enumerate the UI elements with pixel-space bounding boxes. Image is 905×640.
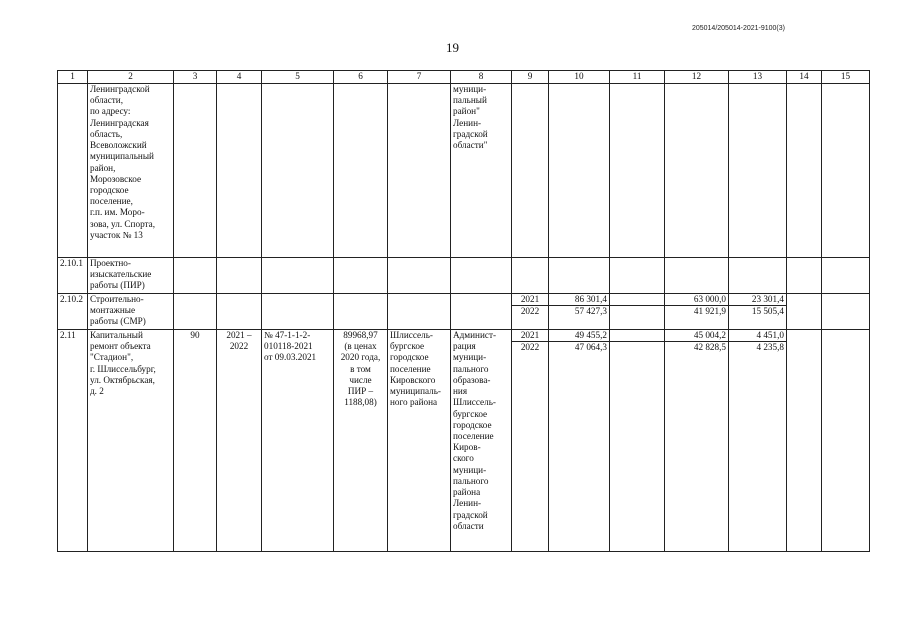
cost-cell: 89968,97 (в ценах 2020 года, в том числе ПИР – 1188,08) [334, 330, 388, 552]
customer-cell: Админист- рация муници- пального образова- ния Шлиссель- бургское городское поселение Киров- ского муници- пального района Ленин- градской области [451, 330, 512, 552]
column-header: 9 [512, 71, 549, 84]
total-value: 86 301,4 [549, 294, 609, 306]
total-value: 47 064,3 [574, 342, 607, 353]
page-number: 19 [446, 40, 459, 55]
year-cell [512, 330, 549, 552]
object-name-cell: Проектно- изыскательские работы (ПИР) [88, 258, 174, 294]
regional-value: 42 828,5 [693, 342, 726, 353]
column-header: 6 [334, 71, 388, 84]
table-row-2-11 [58, 330, 870, 552]
column-header: 12 [665, 71, 729, 84]
column-header: 2 [88, 71, 174, 84]
regional-budget-cell [665, 294, 729, 330]
total-cell [549, 294, 610, 330]
table-row-2-10-2 [58, 294, 870, 330]
period-cell: 2021 – 2022 [217, 330, 262, 552]
local-budget-cell [729, 294, 787, 330]
document-id: 205014/205014-2021-9100(3) [691, 25, 785, 32]
table-row-continuation [58, 84, 870, 258]
column-header: 8 [451, 71, 512, 84]
table-row-2-10-1 [58, 258, 870, 294]
row-number: 2.10.1 [58, 258, 88, 294]
year-cell [512, 294, 549, 330]
municipality-cell: Шлиссель- бургское городское поселение Кировского муниципаль- ного района [388, 330, 451, 552]
regional-value: 45 004,2 [665, 330, 728, 342]
expertise-cell: № 47-1-1-2- 010118-2021 от 09.03.2021 [262, 330, 334, 552]
row-number: 2.10.2 [58, 294, 88, 330]
local-value: 4 451,0 [729, 330, 786, 342]
local-value: 4 235,8 [756, 342, 784, 353]
local-value: 15 505,4 [751, 306, 784, 317]
year-value: 2022 [520, 342, 540, 353]
year-value: 2022 [520, 306, 540, 317]
object-name-cell: Строительно- монтажные работы (СМР) [88, 294, 174, 330]
column-header: 10 [549, 71, 610, 84]
capacity-cell: 90 [174, 330, 217, 552]
year-value: 2021 [512, 294, 548, 306]
object-name-cell: Капитальный ремонт объекта "Стадион", г. Шлиссельбург, ул. Октябрьская, д. 2 [88, 330, 174, 552]
local-budget-cell [729, 330, 787, 552]
year-value: 2021 [512, 330, 548, 342]
column-header: 4 [217, 71, 262, 84]
customer-cell: муници- пальный район" Ленин- градской области" [451, 84, 512, 258]
column-header: 11 [610, 71, 665, 84]
regional-value: 41 921,9 [693, 306, 726, 317]
regional-budget-cell [665, 330, 729, 552]
object-name-cell: Ленинградской области, по адресу: Ленинградская область, Всеволожский муниципальный район, Морозовское городское поселение, г.п. им. Моро- зова, ул. Спорта, участок № 13 [88, 84, 174, 258]
column-header: 3 [174, 71, 217, 84]
column-header: 1 [58, 71, 88, 84]
column-header: 13 [729, 71, 787, 84]
column-header: 15 [822, 71, 870, 84]
table-header-row [58, 71, 870, 84]
data-table [57, 70, 870, 552]
total-cell [549, 330, 610, 552]
regional-value: 63 000,0 [665, 294, 728, 306]
total-value: 57 427,3 [574, 306, 607, 317]
column-header: 5 [262, 71, 334, 84]
column-header: 7 [388, 71, 451, 84]
local-value: 23 301,4 [729, 294, 786, 306]
column-header: 14 [787, 71, 822, 84]
row-number: 2.11 [58, 330, 88, 552]
total-value: 49 455,2 [549, 330, 609, 342]
